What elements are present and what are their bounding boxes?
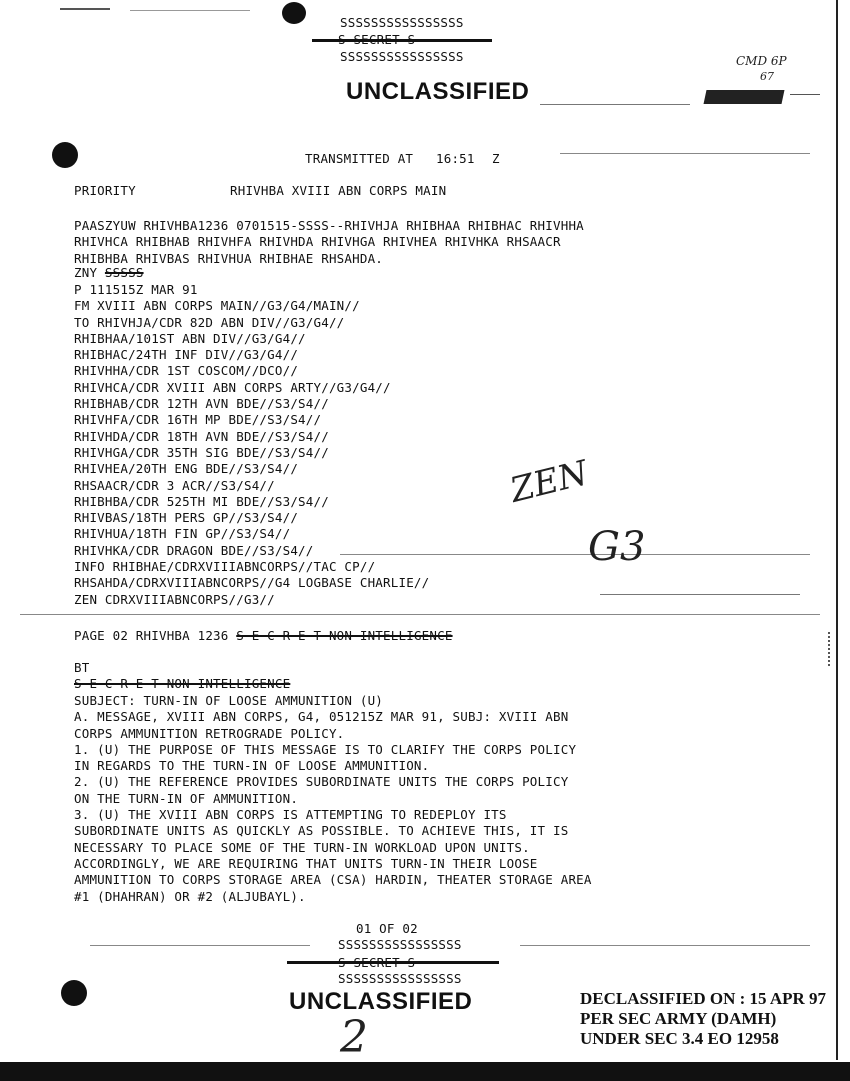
address-line: RHIVBAS/18TH PERS GP//S3/S4// (74, 510, 299, 526)
routing-block (74, 218, 584, 267)
scan-noise (520, 945, 810, 946)
originator: RHIVHBA XVIII ABN CORPS MAIN (230, 183, 447, 198)
body-line: 3. (U) THE XVIII ABN CORPS IS ATTEMPTING TO REDEPLOY ITS (74, 807, 507, 823)
declass-line-1: DECLASSIFIED ON : 15 APR 97 (580, 989, 827, 1008)
bt-marker: BT (74, 660, 90, 675)
redaction-mark (704, 90, 785, 104)
punch-hole-top (282, 2, 306, 24)
address-line: P 111515Z MAR 91 (74, 282, 198, 297)
body-line: ACCORDINGLY, WE ARE REQUIRING THAT UNITS TURN-IN THEIR LOOSE (74, 855, 538, 871)
declass-line-3: UNDER SEC 3.4 EO 12958 (580, 1029, 779, 1048)
routing-line: PAASZYUW RHIVHBA1236 0701515-SSSS--RHIVHJA RHIBHAA RHIBHAC RHIVHHA (74, 218, 584, 233)
page-line (74, 628, 453, 643)
address-line: RHIBHAC/24TH INF DIV//G3/G4// (74, 347, 299, 363)
footer-classification: UNCLASSIFIED (289, 988, 473, 1015)
address-line: RHIBHBA/CDR 525TH MI BDE//S3/S4// (74, 493, 329, 509)
zny-label: ZNY (74, 265, 98, 280)
body-line: IN REGARDS TO THE TURN-IN OF LOOSE AMMUNITION. (74, 758, 430, 774)
body-line: SUBJECT: TURN-IN OF LOOSE AMMUNITION (U) (74, 693, 384, 708)
footer-page-of: 01 OF 02 (356, 921, 418, 936)
header-s-row-bottom: SSSSSSSSSSSSSSSS (340, 49, 464, 64)
zny-struck: SSSSS (104, 265, 144, 280)
declass-line-2: PER SEC ARMY (DAMH) (580, 1009, 777, 1028)
margin-number: 67 (760, 70, 774, 83)
secret-nonintel: S E C R E T NON INTELLIGENCE (74, 676, 291, 691)
body-line: A. MESSAGE, XVIII ABN CORPS, G4, 051215Z MAR 91, SUBJ: XVIII ABN (74, 709, 569, 725)
address-line: RHIBHAB/CDR 12TH AVN BDE//S3/S4// (74, 396, 329, 412)
address-line: FM XVIII ABN CORPS MAIN//G3/G4/MAIN// (74, 298, 360, 314)
message-body (74, 693, 592, 905)
page-line-struck: S E C R E T NON INTELLIGENCE (236, 628, 453, 643)
scan-noise (20, 614, 820, 615)
margin-note: CMD 6P (736, 54, 787, 68)
scan-noise (560, 153, 810, 154)
address-line: RHIBHAA/101ST ABN DIV//G3/G4// (74, 330, 306, 346)
scan-noise (600, 594, 800, 595)
address-line: RHIVHKA/CDR DRAGON BDE//S3/S4// (74, 542, 314, 558)
address-line: RHIVHFA/CDR 16TH MP BDE//S3/S4// (74, 412, 322, 428)
body-line: SUBORDINATE UNITS AS QUICKLY AS POSSIBLE. TO ACHIEVE THIS, IT IS (74, 823, 569, 839)
footer-s-row-top: SSSSSSSSSSSSSSSS (338, 937, 462, 952)
address-line: RHSAACR/CDR 3 ACR//S3/S4// (74, 477, 275, 493)
body-line: #1 (DHAHRAN) OR #2 (ALJUBAYL). (74, 888, 306, 904)
handwritten-g3: G3 (588, 524, 646, 570)
scan-noise (130, 10, 250, 11)
body-line: ON THE TURN-IN OF AMMUNITION. (74, 790, 299, 806)
scan-edge-line (836, 0, 838, 1060)
header-classification: UNCLASSIFIED (346, 78, 530, 105)
transmitted-label: TRANSMITTED AT (305, 151, 414, 166)
body-line: 2. (U) THE REFERENCE PROVIDES SUBORDINATE UNITS THE CORPS POLICY (74, 774, 569, 790)
routing-line: RHIBHBA RHIVBAS RHIVHUA RHIBHAE RHSAHDA. (74, 250, 384, 266)
address-line: RHIVHHA/CDR 1ST COSCOM//DCO// (74, 363, 299, 379)
scan-noise (828, 632, 832, 666)
address-block (74, 282, 429, 608)
precedence: PRIORITY (74, 183, 136, 198)
footer-s-row-bottom: SSSSSSSSSSSSSSSS (338, 971, 462, 986)
handwritten-zen: ZEN (506, 453, 592, 511)
handwritten-page-mark: 2 (340, 1012, 368, 1063)
body-line: NECESSARY TO PLACE SOME OF THE TURN-IN WORKLOAD UPON UNITS. (74, 839, 530, 855)
zny-line (74, 265, 144, 280)
address-line: INFO RHIBHAE/CDRXVIIIABNCORPS//TAC CP// (74, 559, 376, 575)
address-line: RHIVHUA/18TH FIN GP//S3/S4// (74, 526, 291, 542)
transmitted-zone: Z (492, 151, 500, 166)
body-line: AMMUNITION TO CORPS STORAGE AREA (CSA) HARDIN, THEATER STORAGE AREA (74, 872, 592, 888)
body-line: CORPS AMMUNITION RETROGRADE POLICY. (74, 725, 345, 741)
address-line: RHIVHGA/CDR 35TH SIG BDE//S3/S4// (74, 444, 329, 460)
address-line: RHIVHCA/CDR XVIII ABN CORPS ARTY//G3/G4// (74, 379, 391, 395)
routing-line: RHIVHCA RHIBHAB RHIVHFA RHIVHDA RHIVHGA RHIVHEA RHIVHKA RHSAACR (74, 234, 561, 250)
page-line-prefix: PAGE 02 RHIVHBA 1236 (74, 628, 229, 643)
address-line: ZEN CDRXVIIIABNCORPS//G3// (74, 591, 275, 607)
address-line: RHIVHDA/CDR 18TH AVN BDE//S3/S4// (74, 428, 329, 444)
footer-strike-bar (287, 961, 499, 964)
transmitted-time: 16:51 (436, 151, 475, 166)
scan-noise (540, 104, 690, 105)
address-line: TO RHIVHJA/CDR 82D ABN DIV//G3/G4// (74, 314, 345, 330)
address-line: RHIVHEA/20TH ENG BDE//S3/S4// (74, 461, 299, 477)
address-line: RHSAHDA/CDRXVIIIABNCORPS//G4 LOGBASE CHARLIE// (74, 575, 430, 591)
scan-bottom-bar (0, 1062, 850, 1081)
scan-noise (340, 554, 810, 555)
punch-hole-left-bottom (61, 980, 87, 1006)
scan-noise (90, 945, 310, 946)
header-strike-bar (312, 39, 492, 42)
scan-noise (790, 94, 820, 95)
scan-noise (60, 8, 110, 10)
body-line: 1. (U) THE PURPOSE OF THIS MESSAGE IS TO CLARIFY THE CORPS POLICY (74, 741, 577, 757)
header-s-row-top: SSSSSSSSSSSSSSSS (340, 15, 464, 30)
punch-hole-left-top (52, 142, 78, 168)
